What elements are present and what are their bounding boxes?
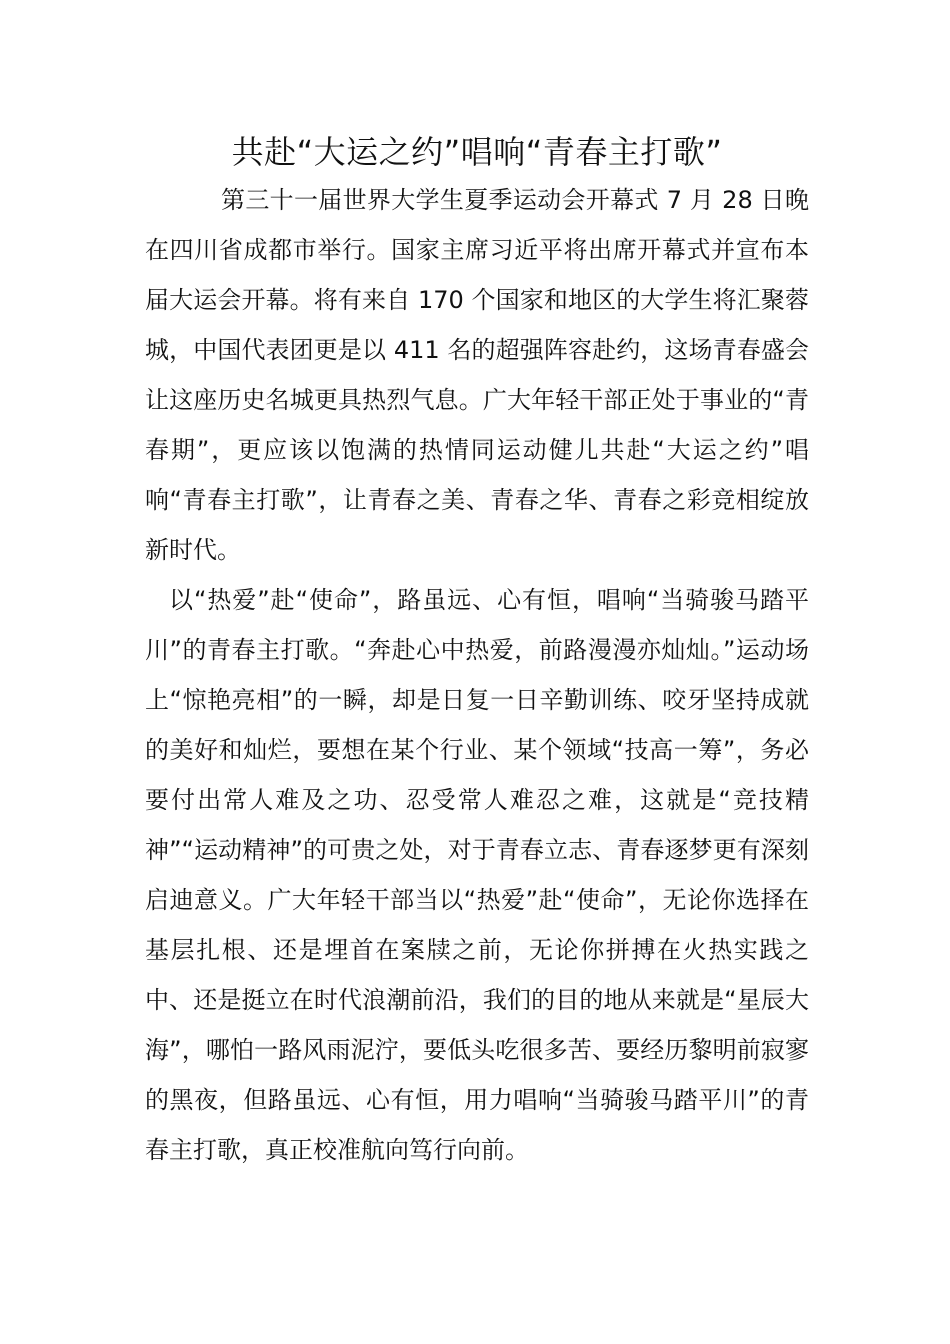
paragraph-1: 第三十一届世界大学生夏季运动会开幕式 7 月 28 日晚在四川省成都市举行。国家主席习近平将出席开幕式并宣布本届大运会开幕。将有来自 170 个国家和地区的大学生将汇聚蓉城，中国代表团更是以 411 名的超强阵容赴约，这场青春盛会让这座历史名城更具热烈气息。广大年轻干部正处于事业的“青春期”，更应该以饱满的热情同运动健儿共赴“大运之约”唱响“青春主打歌”，让青春之美、青春之华、青春之彩竞相绽放新时代。 bbox=[145, 186, 809, 564]
paragraph-2: 以“热爱”赴“使命”，路虽远、心有恒，唱响“当骑骏马踏平川”的青春主打歌。“奔赴心中热爱，前路漫漫亦灿灿。”运动场上“惊艳亮相”的一瞬，却是日复一日辛勤训练、咬牙坚持成就的美好和灿烂，要想在某个行业、某个领域“技高一筹”，务必要付出常人难及之功、忍受常人难忍之难，这就是“竞技精神”“运动精神”的可贵之处，对于青春立志、青春逐梦更有深刻启迪意义。广大年轻干部当以“热爱”赴“使命”，无论你选择在基层扎根、还是埋首在案牍之前，无论你拼搏在火热实践之中、还是挺立在时代浪潮前沿，我们的目的地从来就是“星辰大海”，哪怕一路风雨泥泞，要低头吃很多苦、要经历黎明前寂寥的黑夜，但路虽远、心有恒，用力唱响“当骑骏马踏平川”的青春主打歌，真正校准航向笃行向前。 bbox=[145, 586, 809, 1164]
document-title: 共赴“大运之约”唱响“青春主打歌” bbox=[231, 133, 723, 171]
document-body bbox=[145, 175, 809, 1175]
